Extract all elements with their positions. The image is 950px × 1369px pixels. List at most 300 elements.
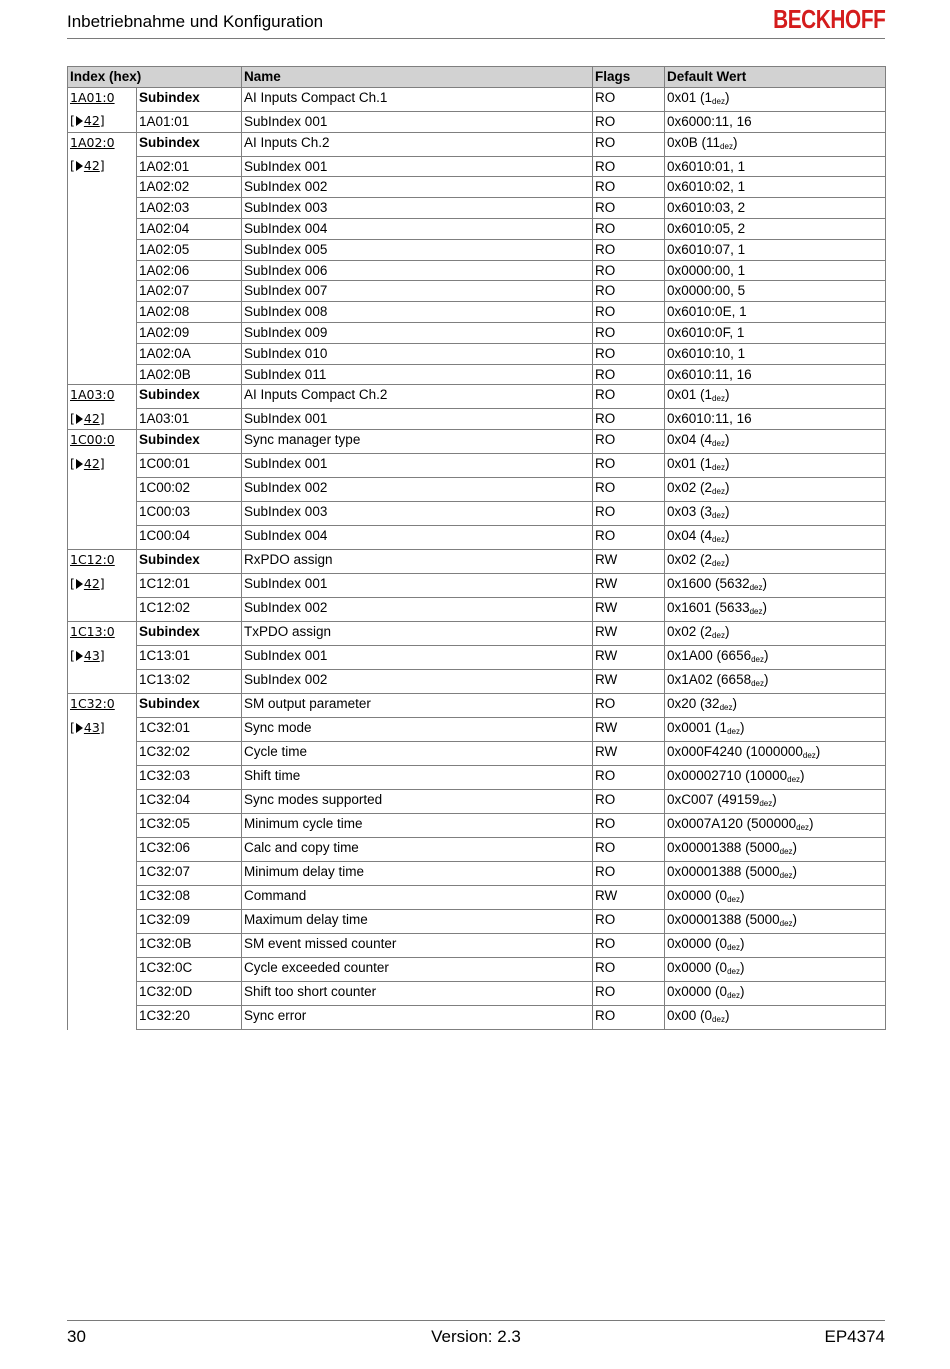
default-value-cell: [665, 910, 886, 934]
subindex-cell: 1A02:01: [137, 156, 242, 177]
subindex-label: Subindex: [137, 694, 242, 718]
col-header-flags: Flags: [593, 67, 665, 88]
table-row: [68, 430, 886, 454]
default-value-close: ): [739, 936, 745, 952]
default-value: 0x0000 (0: [667, 960, 728, 976]
flags-cell: RO: [593, 862, 665, 886]
subindex-cell: 1C32:20: [137, 1006, 242, 1030]
flags-cell: RO: [593, 132, 665, 156]
subindex-label: Subindex: [137, 87, 242, 111]
page-reference[interactable]: [68, 454, 137, 478]
table-row: [68, 132, 886, 156]
default-value: 0x1600 (5632: [667, 576, 750, 592]
page-reference-number[interactable]: 43: [83, 647, 100, 663]
dez-suffix: dez: [727, 727, 740, 737]
name-cell: SubIndex 001: [242, 111, 593, 132]
name-cell: Calc and copy time: [242, 838, 593, 862]
table-row: [68, 385, 886, 409]
default-value-close: ): [792, 864, 798, 880]
subindex-cell: 1C00:04: [137, 526, 242, 550]
table-row: [68, 646, 886, 670]
flags-cell: RW: [593, 622, 665, 646]
subindex-cell: 1A02:08: [137, 302, 242, 323]
default-value: 0x0000 (0: [667, 888, 728, 904]
subindex-cell: 1A02:05: [137, 239, 242, 260]
page-reference-number[interactable]: 42: [83, 158, 100, 174]
default-value-cell: [665, 218, 886, 239]
index-cell-empty: [68, 838, 137, 862]
flags-cell: RW: [593, 574, 665, 598]
page-reference-link[interactable]: [ 42]: [70, 455, 105, 471]
subindex-cell: 1C32:0C: [137, 958, 242, 982]
dez-suffix: dez: [779, 919, 793, 929]
page-reference-link[interactable]: [ 43]: [70, 719, 105, 735]
default-value-cell: [665, 982, 886, 1006]
subindex-cell: 1C13:02: [137, 670, 242, 694]
page-header: [67, 0, 885, 39]
subindex-cell: 1A03:01: [137, 409, 242, 430]
flags-cell: RO: [593, 343, 665, 364]
dez-suffix: dez: [712, 511, 725, 521]
default-value-close: ): [724, 480, 730, 496]
default-value-close: ): [739, 720, 745, 736]
page-reference[interactable]: [68, 111, 137, 132]
default-value-cell: [665, 385, 886, 409]
name-cell: SubIndex 004: [242, 218, 593, 239]
default-value-close: ): [815, 744, 821, 760]
page-reference-number[interactable]: 42: [83, 455, 100, 471]
index-link[interactable]: [68, 87, 137, 111]
name-cell: Cycle exceeded counter: [242, 958, 593, 982]
table-row: [68, 111, 886, 132]
col-header-name: Name: [242, 67, 593, 88]
default-value: 0x6010:11, 16: [667, 366, 752, 382]
name-cell: SubIndex 006: [242, 260, 593, 281]
table-row: [68, 622, 886, 646]
subindex-cell: 1C00:01: [137, 454, 242, 478]
default-value-cell: [665, 502, 886, 526]
default-value: 0x00001388 (5000: [667, 840, 780, 856]
table-row: [68, 814, 886, 838]
index-link[interactable]: [68, 430, 137, 454]
dez-suffix: dez: [712, 535, 725, 545]
table-row: [68, 177, 886, 198]
arrow-right-icon: [76, 414, 83, 424]
index-value[interactable]: 1A01:0: [70, 89, 115, 105]
name-cell: SM output parameter: [242, 694, 593, 718]
index-link[interactable]: [68, 385, 137, 409]
subindex-cell: 1A02:04: [137, 218, 242, 239]
default-value: 0x00001388 (5000: [667, 912, 780, 928]
flags-cell: RO: [593, 385, 665, 409]
default-value: 0x02 (2: [667, 480, 713, 496]
default-value-close: ): [724, 624, 730, 640]
default-value: 0x6010:10, 1: [667, 345, 746, 361]
name-cell: Shift too short counter: [242, 982, 593, 1006]
arrow-right-icon: [76, 116, 83, 126]
index-cell-empty: [68, 239, 137, 260]
default-value: 0x20 (32: [667, 696, 720, 712]
default-value-cell: [665, 430, 886, 454]
subindex-label: Subindex: [137, 430, 242, 454]
subindex-cell: 1A02:03: [137, 198, 242, 219]
name-cell: Maximum delay time: [242, 910, 593, 934]
index-cell-empty: [68, 790, 137, 814]
page-reference-number[interactable]: 43: [83, 719, 100, 735]
name-cell: SubIndex 004: [242, 526, 593, 550]
flags-cell: RO: [593, 910, 665, 934]
table-row: [68, 910, 886, 934]
name-cell: SubIndex 001: [242, 409, 593, 430]
default-value: 0x0007A120 (500000: [667, 816, 797, 832]
index-cell-empty: [68, 1006, 137, 1030]
table-row: [68, 982, 886, 1006]
col-header-default: Default Wert: [665, 67, 886, 88]
default-value: 0x0000 (0: [667, 984, 728, 1000]
default-value-close: ): [724, 89, 730, 105]
arrow-right-icon: [76, 651, 83, 661]
default-value-close: ): [792, 840, 798, 856]
default-value-close: ): [724, 1008, 730, 1024]
subindex-cell: 1A02:02: [137, 177, 242, 198]
flags-cell: RW: [593, 550, 665, 574]
default-value: 0x0000:00, 1: [667, 262, 746, 278]
default-value-cell: [665, 478, 886, 502]
dez-suffix: dez: [712, 439, 725, 449]
subindex-cell: 1A02:0A: [137, 343, 242, 364]
flags-cell: RO: [593, 790, 665, 814]
subindex-cell: 1C00:03: [137, 502, 242, 526]
index-value[interactable]: 1C32:0: [70, 696, 115, 712]
index-link[interactable]: [68, 132, 137, 156]
table-row: [68, 742, 886, 766]
header-title: Inbetriebnahme und Konfiguration: [67, 12, 324, 31]
index-cell-empty: [68, 198, 137, 219]
page-reference-number[interactable]: 42: [83, 575, 100, 591]
page-reference-number[interactable]: 42: [83, 113, 100, 129]
default-value-cell: [665, 343, 886, 364]
index-link[interactable]: [68, 550, 137, 574]
dez-suffix: dez: [759, 799, 773, 809]
page-reference-link[interactable]: [ 42]: [70, 158, 105, 174]
col-header-index: Index (hex): [68, 67, 242, 88]
default-value-close: ): [792, 912, 798, 928]
table-row: [68, 838, 886, 862]
default-value-cell: [665, 574, 886, 598]
dez-suffix: dez: [712, 394, 725, 404]
index-cell-empty: [68, 934, 137, 958]
default-value-cell: [665, 766, 886, 790]
page-reference-link[interactable]: [ 42]: [70, 410, 105, 426]
table-row: [68, 198, 886, 219]
default-value-cell: [665, 177, 886, 198]
default-value-close: ): [724, 504, 730, 520]
flags-cell: RO: [593, 156, 665, 177]
table-row: [68, 526, 886, 550]
table-row: [68, 862, 886, 886]
subindex-cell: 1C32:05: [137, 814, 242, 838]
dez-suffix: dez: [727, 895, 740, 905]
name-cell: Minimum delay time: [242, 862, 593, 886]
subindex-cell: 1C00:02: [137, 478, 242, 502]
name-cell: SubIndex 011: [242, 364, 593, 385]
dez-suffix: dez: [712, 1015, 725, 1025]
page-reference[interactable]: [68, 574, 137, 598]
name-cell: SubIndex 008: [242, 302, 593, 323]
index-cell-empty: [68, 177, 137, 198]
page-number: 30: [67, 1327, 86, 1346]
table-row: [68, 260, 886, 281]
flags-cell: RO: [593, 934, 665, 958]
subindex-cell: 1C32:07: [137, 862, 242, 886]
flags-cell: RW: [593, 598, 665, 622]
page-footer: [67, 1320, 885, 1361]
flags-cell: RO: [593, 409, 665, 430]
flags-cell: RO: [593, 958, 665, 982]
default-value: 0x00001388 (5000: [667, 864, 780, 880]
dez-suffix: dez: [751, 655, 764, 665]
dez-suffix: dez: [751, 679, 764, 689]
dez-suffix: dez: [712, 631, 725, 641]
index-cell-empty: [68, 814, 137, 838]
index-cell-empty: [68, 364, 137, 385]
page-reference-number[interactable]: 42: [83, 410, 100, 426]
default-value-cell: [665, 622, 886, 646]
default-value-cell: [665, 526, 886, 550]
default-value-cell: [665, 598, 886, 622]
flags-cell: RO: [593, 454, 665, 478]
object-dictionary-table: [67, 66, 886, 1030]
page-reference-link[interactable]: [ 42]: [70, 113, 105, 129]
default-value: 0x00002710 (10000: [667, 768, 788, 784]
flags-cell: RO: [593, 982, 665, 1006]
dez-suffix: dez: [779, 847, 793, 857]
default-value-cell: [665, 156, 886, 177]
dez-suffix: dez: [712, 487, 725, 497]
flags-cell: RO: [593, 814, 665, 838]
default-value: 0x01 (1: [667, 387, 713, 403]
arrow-right-icon: [76, 579, 83, 589]
index-cell-empty: [68, 302, 137, 323]
subindex-cell: 1A02:0B: [137, 364, 242, 385]
name-cell: SubIndex 002: [242, 478, 593, 502]
default-value: 0x0001 (1: [667, 720, 728, 736]
index-value[interactable]: 1A03:0: [70, 387, 115, 403]
page-reference-link[interactable]: [ 43]: [70, 647, 105, 663]
name-cell: Sync manager type: [242, 430, 593, 454]
default-value: 0x01 (1: [667, 89, 713, 105]
product-name: EP4374: [824, 1327, 885, 1346]
flags-cell: RO: [593, 478, 665, 502]
index-link[interactable]: [68, 622, 137, 646]
table-row: [68, 1006, 886, 1030]
subindex-cell: 1C12:02: [137, 598, 242, 622]
name-cell: TxPDO assign: [242, 622, 593, 646]
index-cell-empty: [68, 862, 137, 886]
flags-cell: RO: [593, 322, 665, 343]
default-value: 0x0B (11: [667, 134, 721, 150]
flags-cell: RO: [593, 838, 665, 862]
index-cell-empty: [68, 260, 137, 281]
table-row: [68, 322, 886, 343]
subindex-cell: 1C32:01: [137, 718, 242, 742]
flags-cell: RO: [593, 260, 665, 281]
subindex-cell: 1C32:02: [137, 742, 242, 766]
index-cell-empty: [68, 910, 137, 934]
default-value: 0xC007 (49159: [667, 792, 760, 808]
flags-cell: RO: [593, 1006, 665, 1030]
page-reference-link[interactable]: [ 42]: [70, 575, 105, 591]
name-cell: AI Inputs Compact Ch.2: [242, 385, 593, 409]
index-value[interactable]: 1A02:0: [70, 134, 115, 150]
name-cell: SubIndex 007: [242, 281, 593, 302]
default-value-cell: [665, 132, 886, 156]
dez-suffix: dez: [787, 775, 801, 785]
index-value[interactable]: 1C12:0: [70, 552, 115, 568]
table-row: [68, 958, 886, 982]
subindex-cell: 1C32:09: [137, 910, 242, 934]
dez-suffix: dez: [712, 463, 725, 473]
name-cell: Sync error: [242, 1006, 593, 1030]
arrow-right-icon: [76, 161, 83, 171]
name-cell: SubIndex 001: [242, 454, 593, 478]
default-value: 0x6010:01, 1: [667, 158, 746, 174]
flags-cell: RO: [593, 766, 665, 790]
default-value-cell: [665, 364, 886, 385]
default-value-cell: [665, 718, 886, 742]
index-cell-empty: [68, 478, 137, 502]
default-value: 0x000F4240 (1000000: [667, 744, 803, 760]
name-cell: RxPDO assign: [242, 550, 593, 574]
index-cell-empty: [68, 766, 137, 790]
table-row: [68, 598, 886, 622]
default-value-cell: [665, 550, 886, 574]
default-value-close: ): [762, 576, 767, 592]
default-value-cell: [665, 814, 886, 838]
default-value-cell: [665, 694, 886, 718]
default-value-close: ): [724, 528, 730, 544]
subindex-label: Subindex: [137, 132, 242, 156]
subindex-cell: 1A02:06: [137, 260, 242, 281]
index-link[interactable]: [68, 694, 137, 718]
default-value-close: ): [732, 134, 738, 150]
index-cell-empty: [68, 886, 137, 910]
table-row: [68, 156, 886, 177]
default-value-close: ): [800, 768, 805, 784]
subindex-label: Subindex: [137, 385, 242, 409]
page-reference[interactable]: [68, 718, 137, 742]
table-row: [68, 694, 886, 718]
name-cell: SubIndex 002: [242, 177, 593, 198]
default-value-cell: [665, 862, 886, 886]
default-value: 0x6010:0F, 1: [667, 324, 745, 340]
table-row: [68, 343, 886, 364]
name-cell: SubIndex 001: [242, 156, 593, 177]
page-reference[interactable]: [68, 409, 137, 430]
flags-cell: RO: [593, 87, 665, 111]
default-value: 0x01 (1: [667, 456, 713, 472]
table-row: [68, 239, 886, 260]
default-value-cell: [665, 87, 886, 111]
default-value: 0x02 (2: [667, 552, 713, 568]
table-row: [68, 87, 886, 111]
index-cell-empty: [68, 343, 137, 364]
subindex-label: Subindex: [137, 622, 242, 646]
default-value: 0x1A02 (6658: [667, 672, 752, 688]
index-cell-empty: [68, 281, 137, 302]
flags-cell: RO: [593, 218, 665, 239]
name-cell: SM event missed counter: [242, 934, 593, 958]
dez-suffix: dez: [779, 871, 793, 881]
name-cell: SubIndex 003: [242, 502, 593, 526]
default-value-close: ): [764, 648, 769, 664]
index-value[interactable]: 1C00:0: [70, 432, 115, 448]
table-row: [68, 934, 886, 958]
flags-cell: RO: [593, 239, 665, 260]
page-reference[interactable]: [68, 646, 137, 670]
default-value: 0x6010:0E, 1: [667, 304, 747, 320]
dez-suffix: dez: [727, 967, 740, 977]
dez-suffix: dez: [719, 703, 733, 713]
beckhoff-logo: BECKHOFF: [772, 4, 885, 34]
default-value-cell: [665, 111, 886, 132]
default-value: 0x02 (2: [667, 624, 713, 640]
default-value-close: ): [724, 456, 730, 472]
table-row: [68, 670, 886, 694]
default-value: 0x00 (0: [667, 1008, 713, 1024]
name-cell: AI Inputs Ch.2: [242, 132, 593, 156]
default-value: 0x6010:02, 1: [667, 179, 746, 195]
name-cell: Cycle time: [242, 742, 593, 766]
table-header-row: [68, 67, 886, 88]
table-row: [68, 550, 886, 574]
subindex-label: Subindex: [137, 550, 242, 574]
index-cell-empty: [68, 526, 137, 550]
flags-cell: RW: [593, 886, 665, 910]
flags-cell: RO: [593, 526, 665, 550]
default-value: 0x6010:03, 2: [667, 200, 746, 216]
name-cell: SubIndex 001: [242, 574, 593, 598]
default-value: 0x6010:05, 2: [667, 220, 746, 236]
subindex-cell: 1C12:01: [137, 574, 242, 598]
table-row: [68, 281, 886, 302]
default-value-cell: [665, 260, 886, 281]
page-reference[interactable]: [68, 156, 137, 177]
name-cell: SubIndex 003: [242, 198, 593, 219]
name-cell: Minimum cycle time: [242, 814, 593, 838]
default-value: 0x6010:11, 16: [667, 411, 752, 427]
index-value[interactable]: 1C13:0: [70, 624, 115, 640]
default-value-cell: [665, 886, 886, 910]
name-cell: Sync modes supported: [242, 790, 593, 814]
flags-cell: RW: [593, 718, 665, 742]
subindex-cell: 1C32:0D: [137, 982, 242, 1006]
dez-suffix: dez: [796, 823, 810, 833]
default-value-close: ): [724, 432, 730, 448]
subindex-cell: 1C32:06: [137, 838, 242, 862]
default-value-cell: [665, 934, 886, 958]
flags-cell: RW: [593, 646, 665, 670]
subindex-cell: 1C32:03: [137, 766, 242, 790]
name-cell: Shift time: [242, 766, 593, 790]
default-value-close: ): [772, 792, 777, 808]
index-cell-empty: [68, 670, 137, 694]
default-value-close: ): [764, 672, 769, 688]
table-row: [68, 364, 886, 385]
default-value-cell: [665, 302, 886, 323]
dez-suffix: dez: [712, 96, 725, 106]
flags-cell: RO: [593, 302, 665, 323]
